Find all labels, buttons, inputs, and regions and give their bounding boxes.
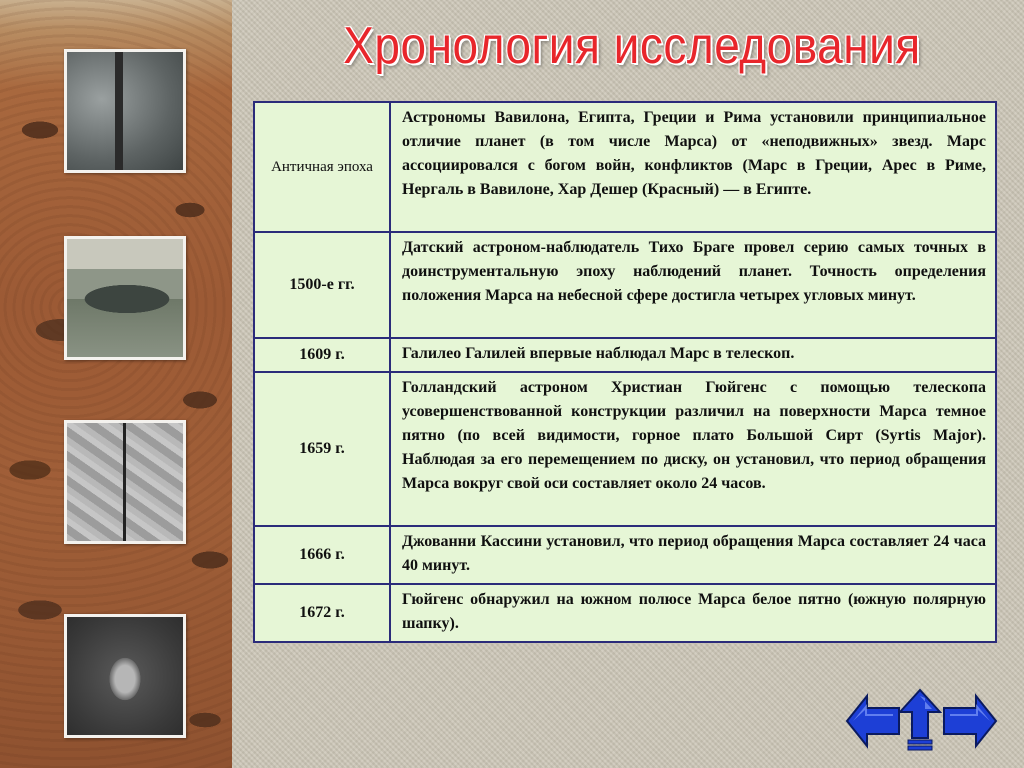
timeline-era: 1666 г.: [254, 526, 390, 584]
home-button[interactable]: [898, 688, 942, 757]
mars-photo-surface: [64, 236, 186, 360]
timeline-description: Астрономы Вавилона, Египта, Греции и Рима установили принципиальное отличие планет (в том числе Марса) от «неподвижных» звезд. Марс ассоциировался с богом войн, конфликтов (Марс в Греции, Арес в Риме, Нергаль в Вавилоне, Хар Дешер (Красный) — в Египте.: [390, 102, 996, 232]
table-row: [254, 584, 996, 642]
back-button[interactable]: [843, 688, 903, 759]
arrow-left-icon: [843, 688, 903, 754]
timeline-era: Античная эпоха: [254, 102, 390, 232]
timeline-description: Гюйгенс обнаружил на южном полюсе Марса белое пятно (южную полярную шапку).: [390, 584, 996, 642]
table-row: [254, 338, 996, 372]
timeline-era: 1672 г.: [254, 584, 390, 642]
timeline-description: Голландский астроном Христиан Гюйгенс с помощью телескопа усовершенствованной конструкции различил на поверхности Марса темное пятно (по всей видимости, горное плато Большой Сирт (Syrtis Major). Наблюдая за его перемещением по диску, он установил, что период обращения Марса вокруг свой оси составляет около 24 часов.: [390, 372, 996, 526]
timeline-era: 1500-е гг.: [254, 232, 390, 338]
forward-button[interactable]: [940, 688, 1000, 759]
timeline-description: Датский астроном-наблюдатель Тихо Браге провел серию самых точных в доинструментальную эпоху наблюдений планет. Точность определения положения Марса на небесной сфере достигла четырех угловых минут.: [390, 232, 996, 338]
arrow-right-icon: [940, 688, 1000, 754]
table-row: [254, 232, 996, 338]
table-row: [254, 372, 996, 526]
mars-photo-lander: [64, 49, 186, 173]
timeline-description: Джованни Кассини установил, что период обращения Марса составляет 24 часа 40 минут.: [390, 526, 996, 584]
table-row: [254, 526, 996, 584]
arrow-up-icon: [898, 688, 942, 752]
timeline-era: 1659 г.: [254, 372, 390, 526]
mars-photo-terrain: [64, 420, 186, 544]
timeline-table: [253, 101, 997, 643]
slide-title: Хронология исследования: [343, 15, 921, 75]
table-row: [254, 102, 996, 232]
timeline-description: Галилео Галилей впервые наблюдал Марс в телескоп.: [390, 338, 996, 372]
mars-photo-face: [64, 614, 186, 738]
timeline-era: 1609 г.: [254, 338, 390, 372]
